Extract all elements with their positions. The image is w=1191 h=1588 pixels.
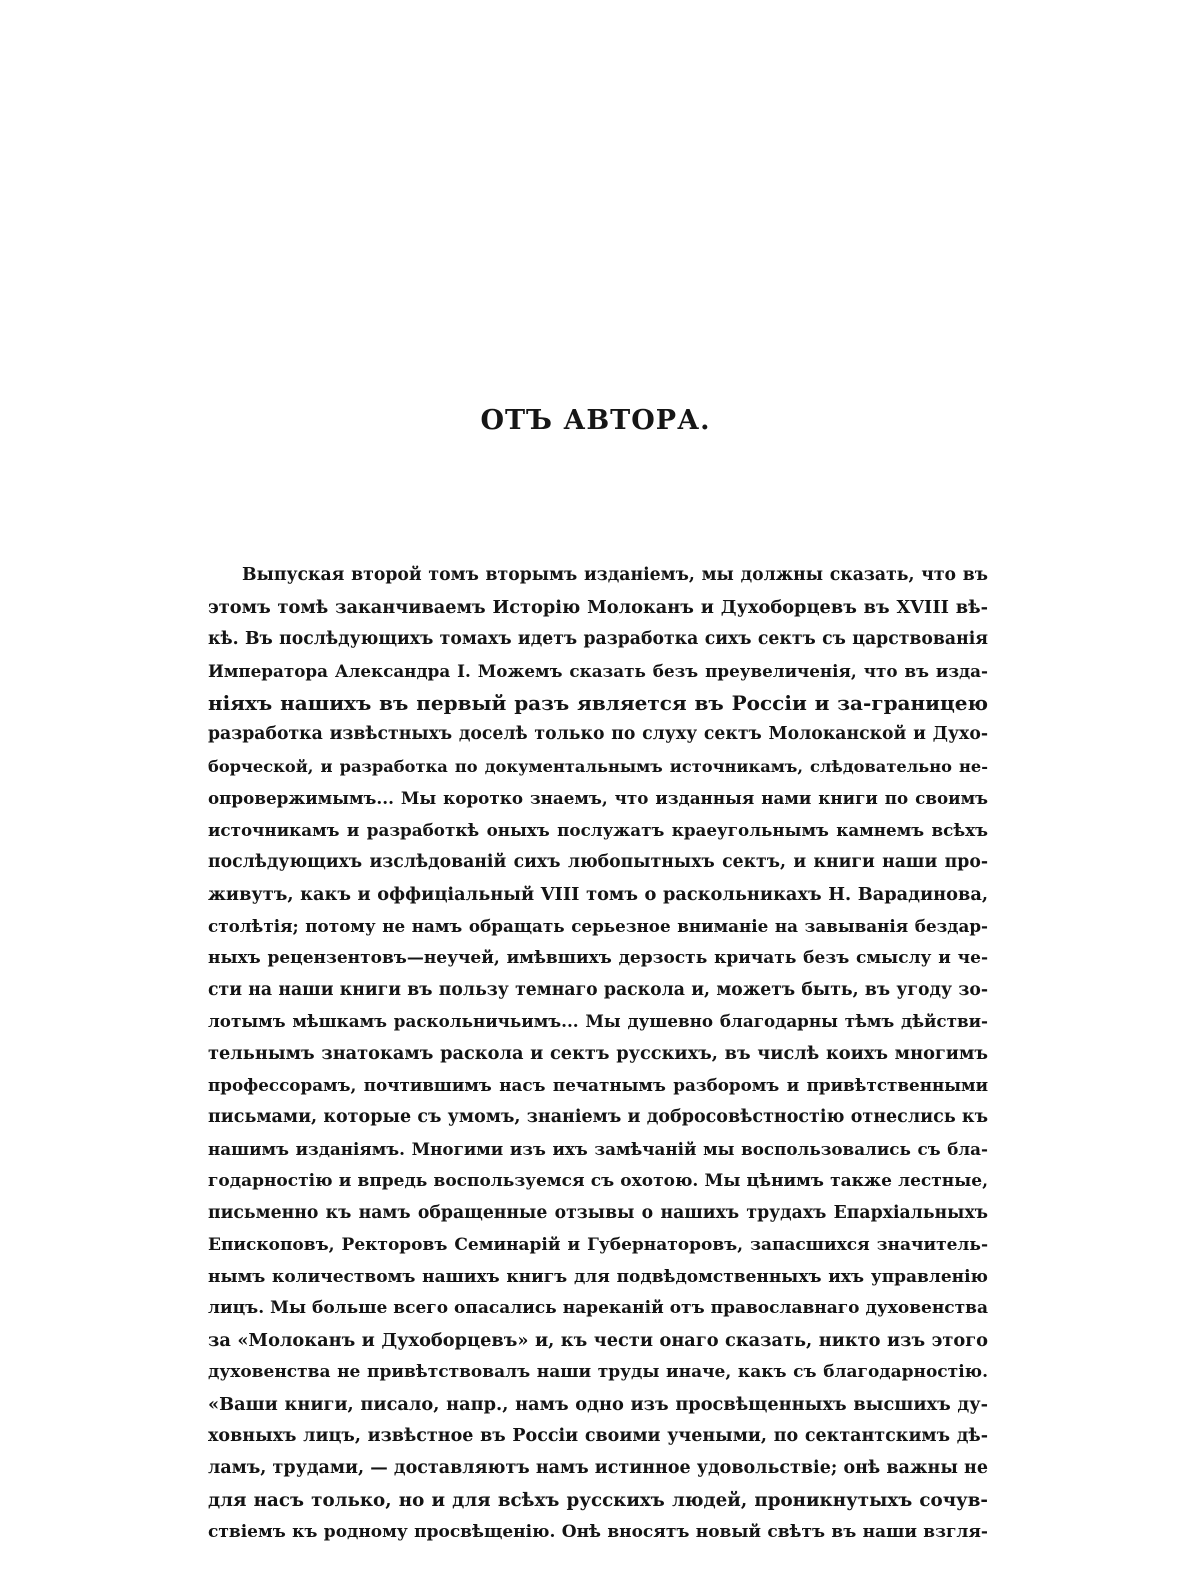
text-line: духовенства не привѣтствовалъ наши труды иначе, какъ съ благодарностію. — [208, 1362, 988, 1383]
body-text — [208, 560, 988, 1549]
text-line: для насъ только, но и для всѣхъ русскихъ людей, проникнутыхъ сочув- — [208, 1489, 988, 1511]
text-line: за «Молоканъ и Духоборцевъ» и, къ чести онаго сказать, никто изъ этого — [208, 1330, 988, 1352]
text-line: послѣдующихъ изслѣдованій сихъ любопытныхъ сектъ, и книги наши про- — [208, 852, 988, 873]
text-line: источникамъ и разработкѣ оныхъ послужатъ краеугольнымъ камнемъ всѣхъ — [208, 820, 988, 841]
text-line: лицъ. Мы больше всего опасались нареканій отъ православнаго духовенства — [208, 1298, 988, 1319]
text-line: разработка извѣстныхъ доселѣ только по слуху сектъ Молоканской и Духо- — [208, 724, 988, 745]
text-line: этомъ томѣ заканчиваемъ Исторію Молоканъ и Духоборцевъ въ XVIII вѣ- — [208, 596, 988, 618]
text-line: ховныхъ лицъ, извѣстное въ Россіи своими учеными, по сектантскимъ дѣ- — [208, 1426, 988, 1447]
text-line: нашимъ изданіямъ. Многими изъ ихъ замѣчаній мы воспользовались съ бла- — [208, 1139, 988, 1160]
text-line: лотымъ мѣшкамъ раскольничьимъ... Мы душевно благодарны тѣмъ дѣйстви- — [208, 1011, 988, 1032]
text-line: живутъ, какъ и оффиціальный VIII томъ о раскольникахъ Н. Варадинова, — [208, 883, 988, 905]
text-line: опровержимымъ... Мы коротко знаемъ, что изданныя нами книги по своимъ — [208, 788, 988, 809]
text-line: ніяхъ нашихъ въ первый разъ является въ Россіи и за-границею — [208, 690, 988, 715]
text-line: письменно къ намъ обращенные отзывы о нашихъ трудахъ Епархіальныхъ — [208, 1202, 988, 1223]
text-line: Выпуская второй томъ вторымъ изданіемъ, мы должны сказать, что въ — [242, 565, 988, 585]
text-line: нымъ количествомъ нашихъ книгъ для подвѣдомственныхъ ихъ управленію — [208, 1266, 988, 1287]
text-line: столѣтія; потому не намъ обращать серьезное вниманіе на завыванія бездар- — [208, 915, 988, 936]
text-line: письмами, которые съ умомъ, знаніемъ и добросовѣстностію отнеслись къ — [208, 1107, 988, 1128]
text-line: Императора Александра I. Можемъ сказать безъ преувеличенія, что въ изда- — [208, 660, 988, 681]
text-line: ствіемъ къ родному просвѣщенію. Онѣ вносятъ новый свѣтъ въ наши взгля- — [208, 1521, 988, 1542]
text-line: ламъ, трудами, — доставляютъ намъ истинное удовольствіе; онѣ важны не — [208, 1457, 988, 1478]
text-line: кѣ. Въ послѣдующихъ томахъ идетъ разработка сихъ сектъ съ царствованія — [208, 628, 988, 649]
text-line: сти на наши книги въ пользу темнаго раскола и, можетъ быть, въ угоду зо- — [208, 979, 988, 1000]
text-line: борческой, и разработка по документальнымъ источникамъ, слѣдовательно не- — [208, 757, 988, 777]
text-line: ныхъ рецензентовъ—неучей, имѣвшихъ дерзость кричать безъ смыслу и че- — [208, 947, 988, 968]
chapter-title: ОТЪ АВТОРА. — [480, 405, 711, 436]
text-line: профессорамъ, почтившимъ насъ печатнымъ разборомъ и привѣтственными — [208, 1075, 988, 1096]
text-line: Епископовъ, Ректоровъ Семинарій и Губернаторовъ, запасшихся значитель- — [208, 1234, 988, 1255]
text-line: годарностію и впредь воспользуемся съ охотою. Мы цѣнимъ также лестные, — [208, 1170, 988, 1191]
text-line: тельнымъ знатокамъ раскола и сектъ русскихъ, въ числѣ коихъ многимъ — [208, 1043, 988, 1065]
text-line: «Ваши книги, писало, напр., намъ одно изъ просвѣщенныхъ высшихъ ду- — [208, 1394, 988, 1416]
